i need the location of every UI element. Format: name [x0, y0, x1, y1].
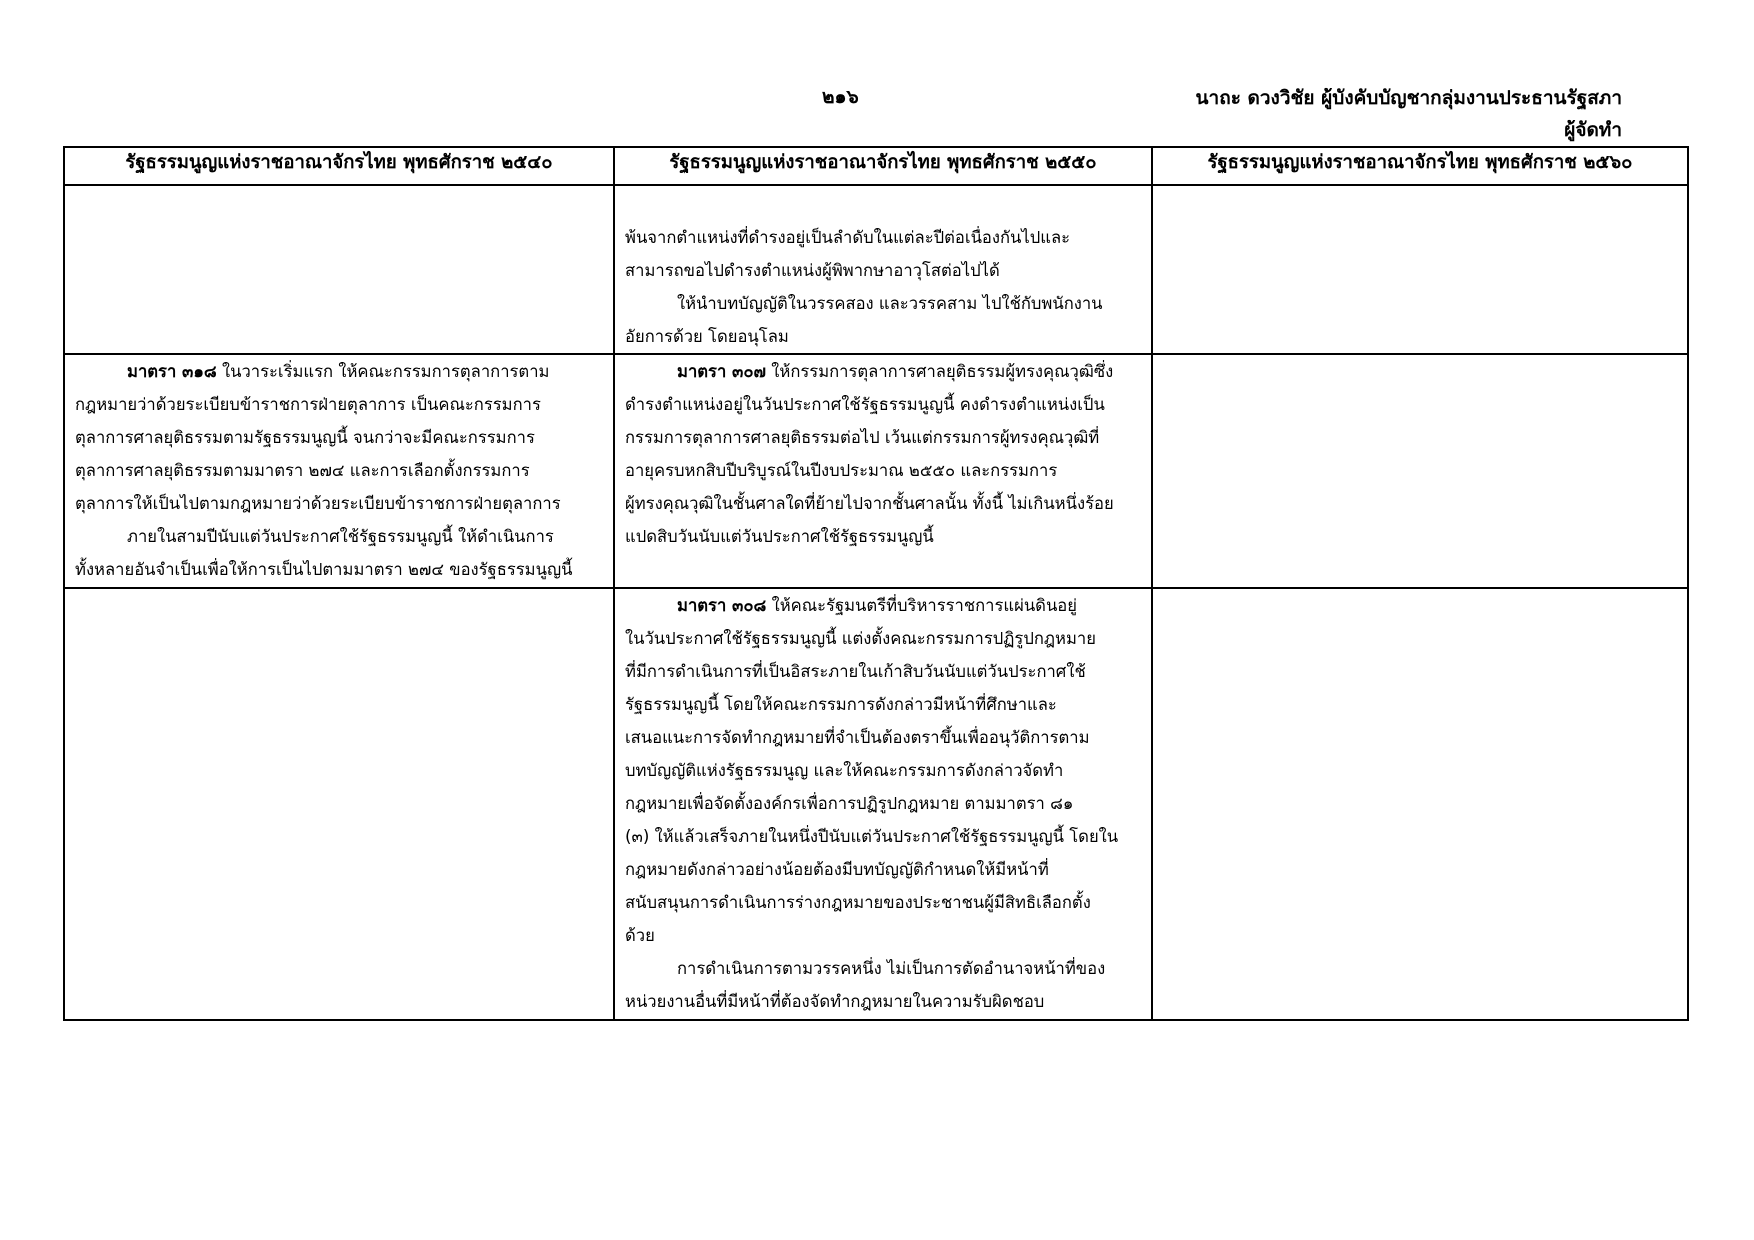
text-line: ในวันประกาศใช้รัฐธรรมนูญนี้ แต่งตั้งคณะกรรมการปฏิรูปกฎหมาย	[625, 629, 1096, 648]
header-constitution-2560: รัฐธรรมนูญแห่งราชอาณาจักรไทย พุทธศักราช ๒๕๖๐	[1152, 147, 1688, 185]
text-line: ดำรงตำแหน่งอยู่ในวันประกาศใช้รัฐธรรมนูญนี้ คงดำรงตำแหน่งเป็น	[625, 395, 1105, 414]
cell-2560-empty	[1152, 185, 1688, 354]
text-line	[625, 355, 1141, 388]
text-line: แปดสิบวันนับแต่วันประกาศใช้รัฐธรรมนูญนี้	[625, 527, 934, 546]
author-block	[1196, 82, 1622, 146]
text-line	[625, 589, 1141, 622]
text-line: ที่มีการดำเนินการที่เป็นอิสระภายในเก้าสิบวันนับแต่วันประกาศใช้	[625, 662, 1086, 681]
cell-2550-continuation	[614, 185, 1152, 354]
header-constitution-2540: รัฐธรรมนูญแห่งราชอาณาจักรไทย พุทธศักราช ๒๕๔๐	[64, 147, 614, 185]
page-number: ๒๑๖	[822, 86, 859, 108]
cell-2550-section-308	[614, 588, 1152, 1020]
text-line: กฎหมายเพื่อจัดตั้งองค์กรเพื่อการปฏิรูปกฎหมาย ตามมาตรา ๘๑	[625, 794, 1074, 813]
cell-2540-section-318	[64, 354, 614, 588]
author-name-line: นาถะ ดวงวิชัย ผู้บังคับบัญชากลุ่มงานประธานรัฐสภา	[1195, 87, 1622, 109]
text-fragment: ให้คณะรัฐมนตรีที่บริหารราชการแผ่นดินอยู่	[766, 596, 1077, 615]
text-line: สามารถขอไปดำรงตำแหน่งผู้พิพากษาอาวุโสต่อไปได้	[625, 261, 1000, 280]
text-line: ด้วย	[625, 926, 655, 945]
text-line: ภายในสามปีนับแต่วันประกาศใช้รัฐธรรมนูญนี้ ให้ดำเนินการ	[127, 527, 554, 546]
text-line: ตุลาการศาลยุติธรรมตามรัฐธรรมนูญนี้ จนกว่าจะมีคณะกรรมการ	[75, 428, 535, 447]
text-line: อัยการด้วย โดยอนุโลม	[625, 327, 789, 346]
text-line: กฎหมายว่าด้วยระเบียบข้าราชการฝ่ายตุลาการ เป็นคณะกรรมการ	[75, 395, 541, 414]
text-line: (๓) ให้แล้วเสร็จภายในหนึ่งปีนับแต่วันประกาศใช้รัฐธรรมนูญนี้ โดยใน	[625, 827, 1119, 846]
text-line: รัฐธรรมนูญนี้ โดยให้คณะกรรมการดังกล่าวมีหน้าที่ศึกษาและ	[625, 695, 1057, 714]
cell-2560-empty	[1152, 588, 1688, 1020]
text-line: พ้นจากตำแหน่งที่ดำรงอยู่เป็นลำดับในแต่ละปีต่อเนื่องกันไปและ	[625, 228, 1071, 247]
cell-2540-empty	[64, 588, 614, 1020]
text-line: อายุครบหกสิบปีบริบูรณ์ในปีงบประมาณ ๒๕๕๐ และกรรมการ	[625, 461, 1058, 480]
text-line: ตุลาการศาลยุติธรรมตามมาตรา ๒๗๔ และการเลือกตั้งกรรมการ	[75, 461, 530, 480]
section-heading: มาตรา ๓๐๗	[677, 362, 766, 381]
text-line: กรรมการตุลาการศาลยุติธรรมต่อไป เว้นแต่กรรมการผู้ทรงคุณวุฒิที่	[625, 428, 1100, 447]
table-row	[64, 354, 1688, 588]
header-constitution-2550: รัฐธรรมนูญแห่งราชอาณาจักรไทย พุทธศักราช ๒๕๕๐	[614, 147, 1152, 185]
section-heading: มาตรา ๓๐๘	[677, 596, 767, 615]
text-fragment: ในวาระเริ่มแรก ให้คณะกรรมการตุลาการตาม	[216, 362, 550, 381]
text-line: กฎหมายดังกล่าวอย่างน้อยต้องมีบทบัญญัติกำหนดให้มีหน้าที่	[625, 860, 1049, 879]
text-line: เสนอแนะการจัดทำกฎหมายที่จำเป็นต้องตราขึ้นเพื่ออนุวัติการตาม	[625, 728, 1090, 747]
table-row	[64, 185, 1688, 354]
text-line: ให้นำบทบัญญัติในวรรคสอง และวรรคสาม ไปใช้กับพนักงาน	[677, 294, 1103, 313]
text-fragment: ให้กรรมการตุลาการศาลยุติธรรมผู้ทรงคุณวุฒิซึ่ง	[766, 362, 1114, 381]
text-line: ผู้ทรงคุณวุฒิในชั้นศาลใดที่ย้ายไปจากชั้นศาลนั้น ทั้งนี้ ไม่เกินหนึ่งร้อย	[625, 494, 1114, 513]
section-heading: มาตรา ๓๑๘	[127, 362, 217, 381]
text-line	[75, 355, 603, 388]
cell-2540-empty	[64, 185, 614, 354]
text-line: ทั้งหลายอันจำเป็นเพื่อให้การเป็นไปตามมาตรา ๒๗๔ ของรัฐธรรมนูญนี้	[75, 560, 573, 579]
text-line: บทบัญญัติแห่งรัฐธรรมนูญ และให้คณะกรรมการดังกล่าวจัดทำ	[625, 761, 1064, 780]
table-row	[64, 588, 1688, 1020]
text-line: ตุลาการให้เป็นไปตามกฎหมายว่าด้วยระเบียบข้าราชการฝ่ายตุลาการ	[75, 494, 561, 513]
table-header-row	[64, 147, 1688, 185]
cell-2560-empty	[1152, 354, 1688, 588]
text-line: การดำเนินการตามวรรคหนึ่ง ไม่เป็นการตัดอำนาจหน้าที่ของ	[677, 959, 1106, 978]
author-role-line: ผู้จัดทำ	[1564, 119, 1622, 141]
constitution-comparison-table	[63, 146, 1689, 1021]
text-line: สนับสนุนการดำเนินการร่างกฎหมายของประชาชนผู้มีสิทธิเลือกตั้ง	[625, 893, 1091, 912]
text-line: หน่วยงานอื่นที่มีหน้าที่ต้องจัดทำกฎหมายในความรับผิดชอบ	[625, 992, 1045, 1011]
cell-2550-section-307	[614, 354, 1152, 588]
